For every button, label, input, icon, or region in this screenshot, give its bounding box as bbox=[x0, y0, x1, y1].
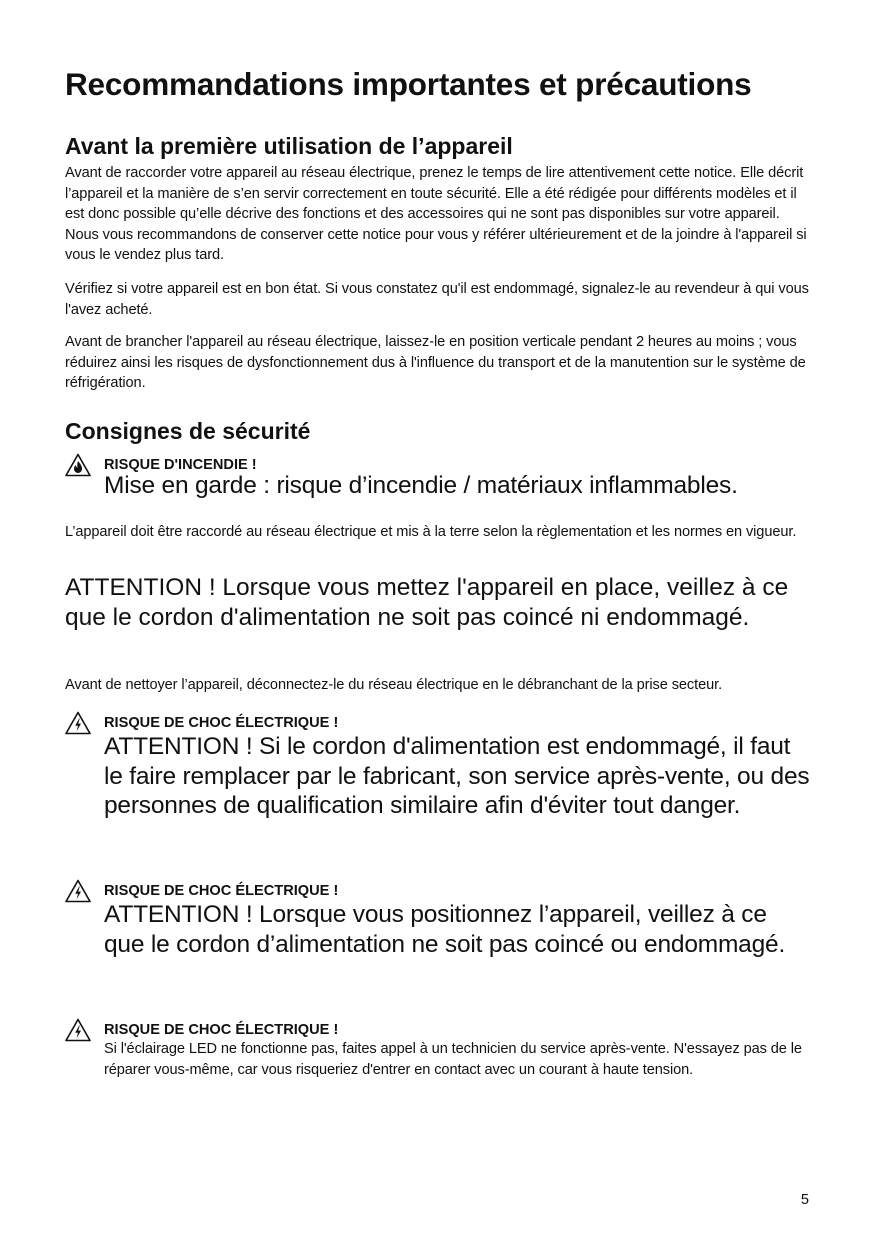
page-title: Recommandations importantes et précautions bbox=[65, 66, 752, 102]
electric-shock-warning-icon bbox=[65, 879, 91, 903]
electric-shock-warning-icon bbox=[65, 711, 91, 735]
paragraph-vertical-position: Avant de brancher l'appareil au réseau électrique, laissez-le en position verticale pendant 2 heures au moins ; vous réduirez ainsi les risques de dysfonctionnement dus à l'influence du transport et de la manutention sur le système de réfrigération. bbox=[65, 334, 806, 391]
warning-text: ATTENTION ! Lorsque vous positionnez l’appareil, veillez à ce que le cordon d’alimentation ne soit pas coincé ou endommagé. bbox=[104, 901, 786, 958]
warning-text: ATTENTION ! Si le cordon d'alimentation est endommagé, il faut le faire remplacer par le fabricant, son service après-vente, ou des personnes de qualification similaire afin d'éviter tout danger. bbox=[104, 733, 810, 819]
electric-shock-warning-icon bbox=[65, 1018, 91, 1042]
warning-tag: RISQUE DE CHOC ÉLECTRIQUE ! bbox=[104, 883, 339, 899]
section-heading-safety: Consignes de sécurité bbox=[65, 418, 311, 444]
paragraph-grounding: L’appareil doit être raccordé au réseau électrique et mis à la terre selon la règlementation et les normes en vigueur. bbox=[65, 524, 797, 540]
warning-tag: RISQUE DE CHOC ÉLECTRIQUE ! bbox=[104, 1022, 339, 1038]
section-heading-first-use: Avant la première utilisation de l’appareil bbox=[65, 133, 513, 159]
paragraph-check-condition: Vérifiez si votre appareil est en bon état. Si vous constatez qu'il est endommagé, signalez-le au revendeur à qui vous l'avez acheté. bbox=[65, 281, 809, 318]
paragraph-intro: Avant de raccorder votre appareil au réseau électrique, prenez le temps de lire attentivement cette notice. Elle décrit l’appareil et la manière de s’en servir correctement en toute sécurité. Elle a été rédigée pour différents modèles et il est donc possible qu’elle décrive des fonctions et des accessoires qui ne sont pas disponibles sur votre appareil. Nous vous recommandons de conserver cette notice pour vous y référer ultérieurement et de la joindre à l'appareil si vous le vendez plus tard. bbox=[65, 165, 807, 263]
page-number: 5 bbox=[800, 1192, 809, 1208]
paragraph-cleaning: Avant de nettoyer l’appareil, déconnectez-le du réseau électrique en le débranchant de la prise secteur. bbox=[65, 677, 723, 693]
warning-tag: RISQUE DE CHOC ÉLECTRIQUE ! bbox=[104, 715, 339, 731]
warning-text: Mise en garde : risque d’incendie / matériaux inflammables. bbox=[104, 472, 738, 499]
attention-cord-placement bbox=[65, 573, 813, 633]
warning-tag: RISQUE D'INCENDIE ! bbox=[104, 457, 257, 473]
attention-text: ATTENTION ! Lorsque vous mettez l'appareil en place, veillez à ce que le cordon d'alimentation ne soit pas coincé ni endommagé. bbox=[65, 574, 789, 631]
fire-warning-icon bbox=[65, 453, 91, 477]
warning-text: Si l'éclairage LED ne fonctionne pas, faites appel à un technicien du service après-vente. N'essayez pas de le réparer vous-même, car vous risqueriez d'entrer en contact avec un courant à haute tension. bbox=[104, 1041, 802, 1078]
